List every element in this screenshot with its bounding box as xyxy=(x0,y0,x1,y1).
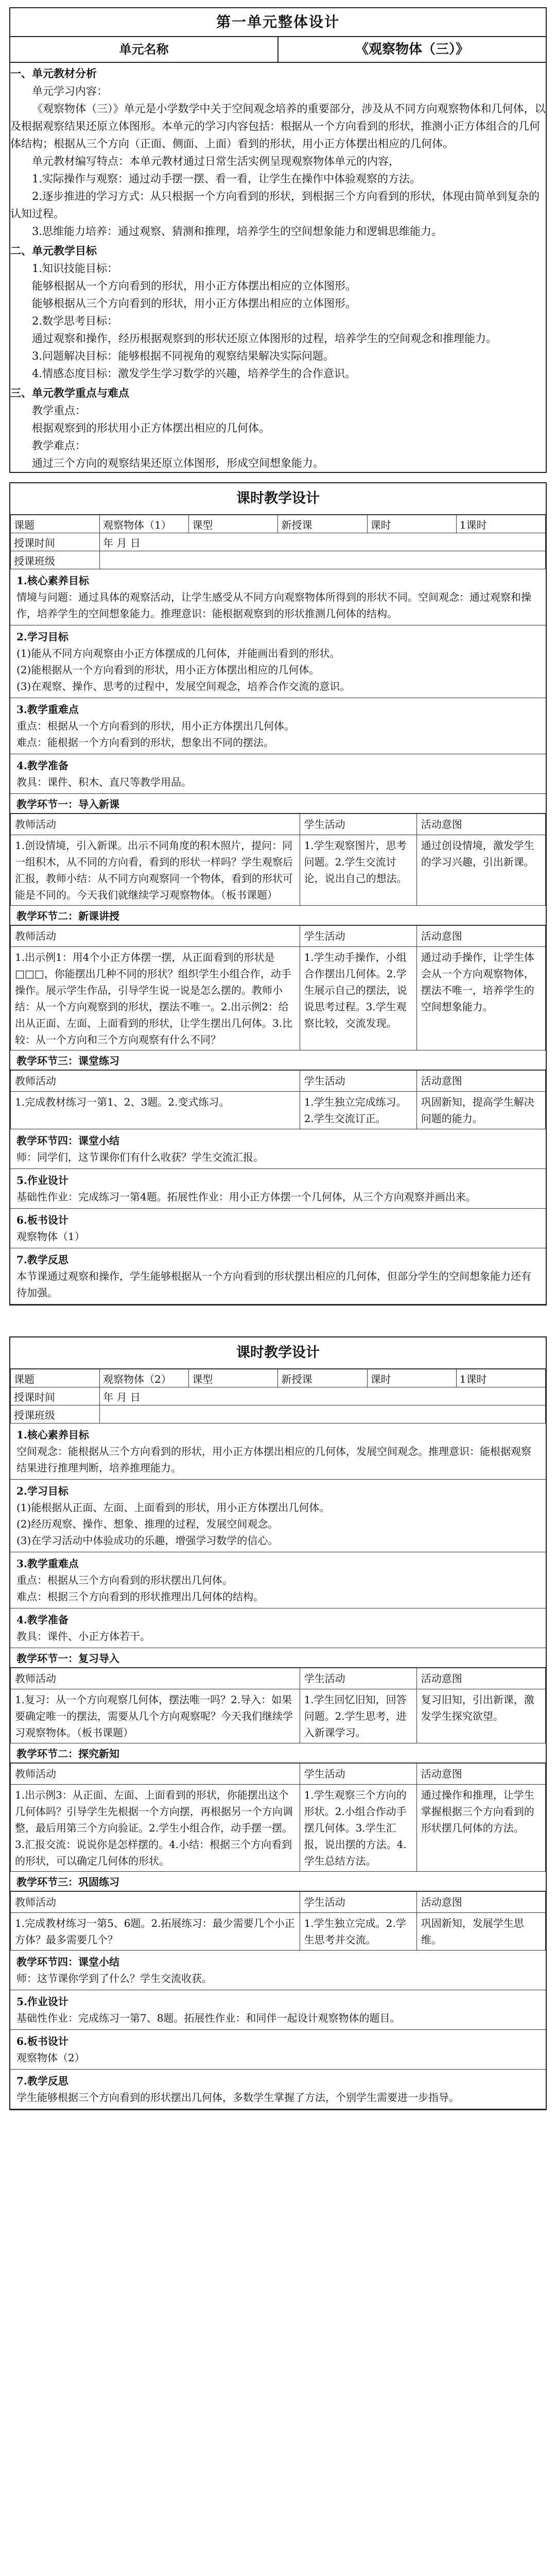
lesson-meta-table xyxy=(10,515,546,569)
preparation xyxy=(10,1608,546,1648)
unit-title: 第一单元整体设计 xyxy=(10,8,546,37)
step-heading: 教学环节一：复习导入 xyxy=(10,1648,546,1668)
core-goals xyxy=(10,1423,546,1480)
paragraph: (2)能根据从一个方向看到的形状，用小正方体摆出相应的几何体。 xyxy=(16,664,320,676)
paragraph: 单元学习内容： xyxy=(32,85,108,97)
table-cell: 1.完成教材练习一第1、2、3题。2.变式练习。 xyxy=(11,1092,300,1129)
meta-key: 课型 xyxy=(189,1369,278,1387)
table-row xyxy=(11,835,546,906)
meta-key: 授课班级 xyxy=(11,551,100,569)
step-heading: 教学环节三：巩固练习 xyxy=(10,1872,546,1891)
table-cell: 1.出示例1：用4个小正方体摆一摆，从正面看到的形状是□□□，你能摆出几种不同的形状？组织学生小组合作，动手操作。展示学生作品，引导学生说一说是怎么摆的。教师小结：从一个方向观察到的形状，摆法不唯一。2.出示例2：给出从正面、左面、上面看到的形状，让学生摆出几何体。3.比较：从一个方向和三个方向观察有什么不同？ xyxy=(11,947,300,1050)
core-goals xyxy=(10,569,546,625)
meta-value: 新授课 xyxy=(278,515,367,533)
table-cell: 1.出示例3：从正面、左面、上面看到的形状，你能摆出这个几何体吗？引导学生先根据一个方向摆，再根据另一个方向调整，最后用第三个方向验证。2.学生小组合作，动手摆一摆。3.汇报交流：说说你是怎样摆的。4.小结：根据三个方向看到的形状，可以确定几何体的形状。 xyxy=(11,1785,300,1872)
meta-key: 授课班级 xyxy=(11,1405,100,1423)
table-cell: 1.学生动手操作，小组合作摆出几何体。2.学生展示自己的摆法，说说思考过程。3.学生观察比较，交流发现。 xyxy=(300,947,416,1050)
lesson-title: 课时教学设计 xyxy=(10,483,546,515)
table-cell: 通过操作和推理，让学生掌握根据三个方向看到的形状摆几何体的方法。 xyxy=(416,1785,545,1872)
paragraph: 1.知识技能目标： xyxy=(32,262,118,275)
key-points xyxy=(10,1552,546,1608)
meta-key: 课题 xyxy=(11,515,100,533)
section-heading: 5.作业设计 xyxy=(16,1995,68,2008)
table-row xyxy=(11,1913,546,1951)
paragraph: 空间观念：能根据从三个方向看到的形状，用小正方体摆出相应的几何体，发展空间观念。推理意识：能根据观察结果进行推理判断，培养推理能力。 xyxy=(16,1445,531,1474)
unit-name-value: 《观察物体（三）》 xyxy=(278,37,546,62)
table-row xyxy=(11,1092,546,1129)
section-heading: 一、单元教材分析 xyxy=(10,67,97,80)
step-heading: 教学环节二：新课讲授 xyxy=(10,906,546,925)
table-cell: 1.创设情境，引入新课。出示不同角度的积木照片，提问：同一组积木，从不同的方向看，看到的形状一样吗？学生观察后汇报，教师小结：从不同方向观察同一个物体，看到的形状可能是不同的。今天我们就继续学习观察物体。（板书课题） xyxy=(11,835,300,906)
paragraph: 根据观察到的形状用小正方体摆出相应的几何体。 xyxy=(32,422,270,434)
section-heading: 6.板书设计 xyxy=(16,1214,68,1226)
paragraph: 难点：能根据一个方向看到的形状，想象出不同的摆法。 xyxy=(16,736,274,749)
paragraph: 教具：课件、积木、直尺等教学用品。 xyxy=(16,776,192,788)
column-header: 活动意图 xyxy=(416,1892,545,1913)
paragraph: 情境与问题：通过具体的观察活动，让学生感受从不同方向观察物体所得到的形状不同。空间观念：通过观察和操作，培养学生的空间想象能力。推理意识：能根据观察到的形状推测几何体的结构。 xyxy=(16,591,531,620)
section-heading: 4.教学准备 xyxy=(16,1614,68,1626)
paragraph: 能够根据从一个方向看到的形状，用小正方体摆出相应的立体图形。 xyxy=(32,280,356,292)
paragraph: (1)能从不同方向观察由小正方体摆成的几何体，并能画出看到的形状。 xyxy=(16,647,340,659)
meta-key: 课型 xyxy=(189,515,278,533)
lesson-title: 课时教学设计 xyxy=(10,1337,546,1369)
reflection xyxy=(10,1248,546,1304)
lesson-meta-table xyxy=(10,1369,546,1423)
table-row xyxy=(11,1785,546,1872)
section-heading: 1.核心素养目标 xyxy=(16,1429,89,1441)
paragraph: 教学难点： xyxy=(32,439,86,452)
paragraph: 学生能够根据三个方向看到的形状摆出几何体，多数学生掌握了方法，个别学生需要进一步指导。 xyxy=(16,2091,459,2104)
paragraph: 观察物体（1） xyxy=(16,1230,85,1243)
lesson-1 xyxy=(9,482,547,1306)
paragraph: 难点：根据三个方向看到的形状推理出几何体的结构。 xyxy=(16,1590,264,1603)
board-design xyxy=(10,2030,546,2070)
column-header: 活动意图 xyxy=(416,1071,545,1092)
paragraph: 重点：根据从一个方向看到的形状，用小正方体摆出几何体。 xyxy=(16,720,294,732)
column-header: 教师活动 xyxy=(11,1668,300,1689)
step-heading: 教学环节三：课堂练习 xyxy=(10,1050,546,1070)
paragraph: 师：同学们，这节课你们有什么收获？学生交流汇报。 xyxy=(16,1151,264,1163)
table-cell: 1.完成教材练习一第5、6题。2.拓展练习：最少需要几个小正方体？最多需要几个？ xyxy=(11,1913,300,1951)
board-design xyxy=(10,1209,546,1248)
table-row xyxy=(11,947,546,1050)
paragraph: 基础性作业：完成练习一第7、8题。拓展性作业：和同伴一起设计观察物体的题目。 xyxy=(16,2012,401,2024)
section-heading: 三、单元教学重点与难点 xyxy=(10,386,129,399)
paragraph: (2)经历观察、操作、想象、推理的过程，发展空间观念。 xyxy=(16,1518,279,1530)
paragraph: 3.思维能力培养：通过观察、猜测和推理，培养学生的空间想象能力和逻辑思维能力。 xyxy=(32,225,443,238)
paragraph: (3)在学习活动中体验成功的乐趣，增强学习数学的信心。 xyxy=(16,1534,279,1547)
reflection xyxy=(10,2070,546,2109)
column-header: 学生活动 xyxy=(300,814,416,835)
section-heading: 教学环节四：课堂小结 xyxy=(16,1956,119,1968)
step1-table xyxy=(10,814,546,906)
step2-table xyxy=(10,1763,546,1872)
paragraph: 单元教材编写特点：本单元教材通过日常生活实例呈现观察物体单元的内容， xyxy=(32,155,399,167)
meta-key: 授课时间 xyxy=(11,1387,100,1405)
table-cell: 1.学生回忆旧知，回答问题。2.学生思考，进入新课学习。 xyxy=(300,1689,416,1743)
meta-value: 年 月 日 xyxy=(100,1387,546,1405)
table-cell: 1.学生观察三个方向的形状。2.小组合作动手摆几何体。3.学生汇报，说出摆的方法。4.学生总结方法。 xyxy=(300,1785,416,1872)
meta-value: 1课时 xyxy=(456,1369,545,1387)
paragraph: 能够根据从三个方向看到的形状，用小正方体摆出相应的立体图形。 xyxy=(32,297,356,310)
section-heading: 教学环节四：课堂小结 xyxy=(16,1134,119,1147)
section-heading: 7.教学反思 xyxy=(16,1253,68,1266)
unit-design-table xyxy=(9,7,547,473)
column-header: 教师活动 xyxy=(11,1764,300,1785)
unit-content xyxy=(10,62,546,472)
section-heading: 2.学习目标 xyxy=(16,1485,68,1497)
table-row xyxy=(11,1689,546,1743)
meta-value: 观察物体（1） xyxy=(100,515,189,533)
step1-table xyxy=(10,1668,546,1743)
table-cell: 通过动手操作，让学生体会从一个方向观察物体，摆法不唯一，培养学生的空间想象能力。 xyxy=(416,947,545,1050)
key-points xyxy=(10,698,546,754)
step-heading: 教学环节二：探究新知 xyxy=(10,1743,546,1763)
column-header: 学生活动 xyxy=(300,1764,416,1785)
paragraph: 师：这节课你学到了什么？学生交流收获。 xyxy=(16,1972,212,1985)
section-heading: 7.教学反思 xyxy=(16,2075,68,2087)
column-header: 教师活动 xyxy=(11,1071,300,1092)
table-cell: 1.学生独立完成。2.学生思考并交流。 xyxy=(300,1913,416,1951)
table-cell: 通过创设情境，激发学生的学习兴趣，引出新课。 xyxy=(416,835,545,906)
column-header: 学生活动 xyxy=(300,1892,416,1913)
meta-key: 课时 xyxy=(367,515,456,533)
paragraph: 本节课通过观察和操作，学生能够根据从一个方向看到的形状摆出相应的几何体，但部分学生的空间想象能力还有待加强。 xyxy=(16,1270,531,1299)
column-header: 教师活动 xyxy=(11,926,300,947)
paragraph: 通过观察和操作，经历根据观察到的形状还原立体图形的过程，培养学生的空间观念和推理能力。 xyxy=(32,332,497,345)
document xyxy=(9,7,547,2110)
meta-value xyxy=(100,1405,546,1423)
column-header: 活动意图 xyxy=(416,1764,545,1785)
paragraph: 教具：课件、小正方体若干。 xyxy=(16,1630,150,1642)
paragraph: 3.问题解决目标：能够根据不同视角的观察结果解决实际问题。 xyxy=(32,350,335,362)
unit-name-label: 单元名称 xyxy=(10,37,278,62)
paragraph: 基础性作业：完成练习一第4题。拓展性作业：用小正方体摆一个几何体，从三个方向观察并画出来。 xyxy=(16,1191,476,1203)
paragraph: 2.数学思考目标： xyxy=(32,315,118,327)
paragraph: 《观察物体（三）》单元是小学数学中关于空间观念培养的重要部分，涉及从不同方向观察物体和几何体，以及根据观察结果还原立体图形。本单元的学习内容包括：根据从一个方向看到的形状，推测小正方体组合的几何体结构；根据从三个方向（正面、侧面、上面）看到的形状，用小正方体摆出相应的几何体。 xyxy=(10,103,546,150)
homework xyxy=(10,1169,546,1209)
paragraph: 4.情感态度目标：激发学生学习数学的兴趣，培养学生的合作意识。 xyxy=(32,367,356,380)
paragraph: (3)在观察、操作、思考的过程中，发展空间观念，培养合作交流的意识。 xyxy=(16,680,351,692)
column-header: 教师活动 xyxy=(11,814,300,835)
meta-value: 新授课 xyxy=(278,1369,367,1387)
table-cell: 1.复习：从一个方向观察几何体，摆法唯一吗？2.导入：如果要确定唯一的摆法，需要从几个方向观察呢？今天我们继续学习观察物体。（板书课题） xyxy=(11,1689,300,1743)
column-header: 学生活动 xyxy=(300,1668,416,1689)
meta-value: 观察物体（2） xyxy=(100,1369,189,1387)
section-heading: 3.教学重难点 xyxy=(16,703,79,716)
paragraph: 重点：根据从三个方向看到的形状摆出几何体。 xyxy=(16,1574,233,1586)
section-heading: 2.学习目标 xyxy=(16,631,68,643)
step-heading: 教学环节一：导入新课 xyxy=(10,794,546,814)
column-header: 学生活动 xyxy=(300,926,416,947)
summary xyxy=(10,1129,546,1169)
lesson-2 xyxy=(9,1336,547,2110)
paragraph: 观察物体（2） xyxy=(16,2052,85,2064)
step2-table xyxy=(10,925,546,1050)
section-heading: 二、单元教学目标 xyxy=(10,244,97,257)
paragraph: 教学重点： xyxy=(32,404,86,417)
preparation xyxy=(10,754,546,794)
meta-value xyxy=(100,551,546,569)
learning-goals xyxy=(10,625,546,698)
table-cell: 巩固新知，提高学生解决问题的能力。 xyxy=(416,1092,545,1129)
meta-value: 1课时 xyxy=(456,515,545,533)
section-heading: 4.教学准备 xyxy=(16,759,68,772)
meta-key: 授课时间 xyxy=(11,533,100,551)
homework xyxy=(10,1990,546,2030)
section-heading: 3.教学重难点 xyxy=(16,1557,79,1570)
step3-table xyxy=(10,1070,546,1129)
column-header: 学生活动 xyxy=(300,1071,416,1092)
column-header: 教师活动 xyxy=(11,1892,300,1913)
section-heading: 1.核心素养目标 xyxy=(16,574,89,587)
table-cell: 1.学生观察图片，思考问题。2.学生交流讨论，说出自己的想法。 xyxy=(300,835,416,906)
paragraph: 1.实际操作与观察：通过动手摆一摆、看一看，让学生在操作中体验观察的方法。 xyxy=(32,173,421,185)
learning-goals xyxy=(10,1480,546,1552)
table-cell: 巩固新知，发展学生思维。 xyxy=(416,1913,545,1951)
column-header: 活动意图 xyxy=(416,926,545,947)
section-heading: 6.板书设计 xyxy=(16,2035,68,2047)
summary xyxy=(10,1951,546,1990)
paragraph: 通过三个方向的观察结果还原立体图形，形成空间想象能力。 xyxy=(32,457,324,469)
paragraph: (1)能根据从正面、左面、上面看到的形状，用小正方体摆出几何体。 xyxy=(16,1501,330,1514)
meta-value: 年 月 日 xyxy=(100,533,546,551)
meta-key: 课时 xyxy=(367,1369,456,1387)
section-heading: 5.作业设计 xyxy=(16,1174,68,1187)
meta-key: 课题 xyxy=(11,1369,100,1387)
paragraph: 2.逐步推进的学习方式：从只根据一个方向看到的形状，到根据三个方向看到的形状，体现由简单到复杂的认知过程。 xyxy=(10,190,540,220)
table-cell: 复习旧知，引出新课，激发学生探究欲望。 xyxy=(416,1689,545,1743)
column-header: 活动意图 xyxy=(416,1668,545,1689)
table-cell: 1.学生独立完成练习。2.学生交流订正。 xyxy=(300,1092,416,1129)
column-header: 活动意图 xyxy=(416,814,545,835)
step3-table xyxy=(10,1891,546,1951)
